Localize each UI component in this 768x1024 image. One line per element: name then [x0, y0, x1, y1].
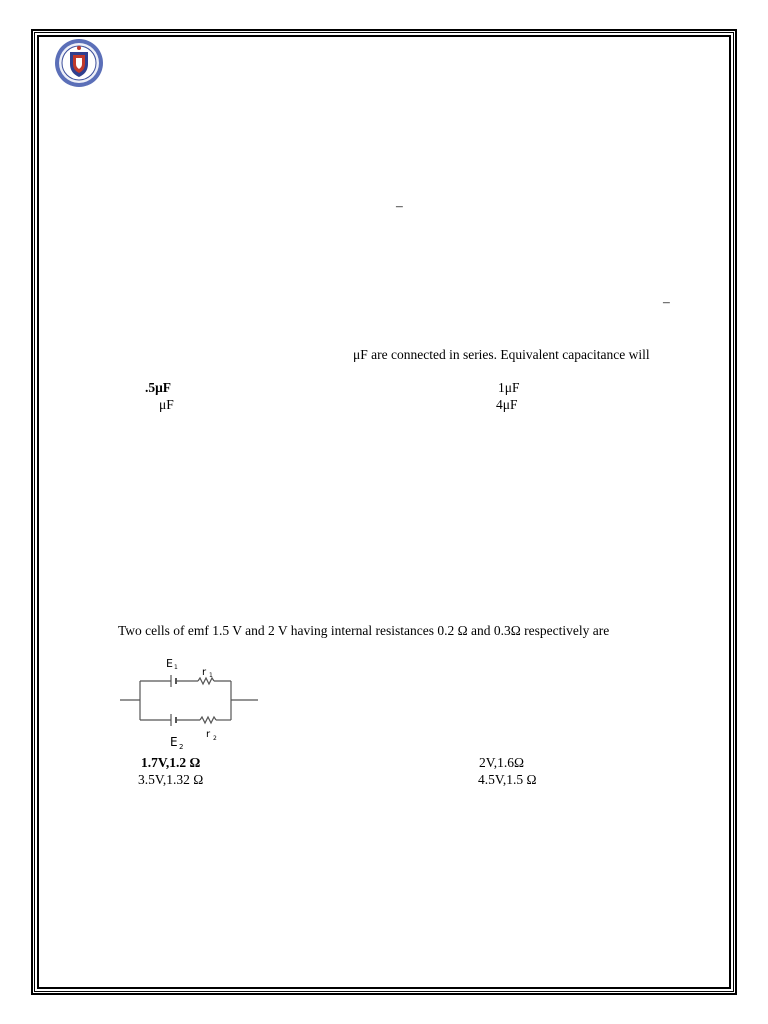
- option-d: 4μF: [496, 397, 518, 412]
- option-a: .5μF: [145, 380, 172, 395]
- label-e2: E: [170, 735, 178, 749]
- label-e1: E: [166, 657, 173, 670]
- option-a: 1.7V,1.2 Ω: [141, 755, 201, 770]
- dash-mark: –: [663, 294, 670, 309]
- circuit-diagram: [118, 653, 260, 753]
- label-r2-sub: 2: [213, 735, 217, 742]
- option-c: 3.5V,1.32 Ω: [138, 772, 204, 787]
- option-c: μF: [159, 397, 174, 412]
- page-border-inner: [37, 35, 731, 989]
- school-crest-icon: [53, 38, 105, 88]
- label-r1-sub: 1: [209, 672, 213, 679]
- label-r2: r: [206, 729, 211, 740]
- option-b: 2V,1.6Ω: [479, 755, 525, 770]
- option-b: 1μF: [498, 380, 520, 395]
- label-e2-sub: 2: [179, 743, 184, 751]
- question-stem-capacitance: μF are connected in series. Equivalent capacitance will: [353, 347, 650, 362]
- label-r1: r: [202, 667, 207, 678]
- label-e1-sub: 1: [174, 664, 178, 671]
- question-stem-cells: Two cells of emf 1.5 V and 2 V having internal resistances 0.2 Ω and 0.3Ω respectively are: [118, 623, 610, 638]
- dash-mark: –: [396, 198, 403, 213]
- option-d: 4.5V,1.5 Ω: [478, 772, 537, 787]
